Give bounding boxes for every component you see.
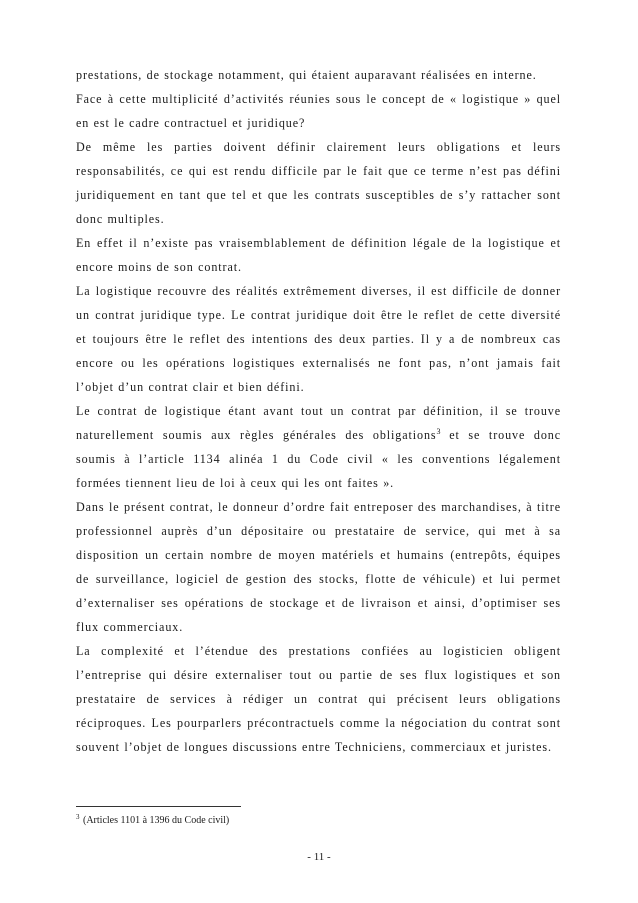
paragraph-with-footnote bbox=[76, 399, 561, 495]
paragraph: prestations, de stockage notamment, qui étaient auparavant réalisées en interne. bbox=[76, 68, 537, 82]
footnote-separator bbox=[76, 806, 241, 807]
footnote-number: 3 bbox=[76, 812, 80, 821]
footnote bbox=[76, 812, 230, 826]
body-text bbox=[76, 63, 561, 759]
footnote-text: (Articles 1101 à 1396 du Code civil) bbox=[80, 815, 230, 826]
paragraph: En effet il n’existe pas vraisemblablement de définition légale de la logistique et encore moins de son contrat. bbox=[76, 236, 561, 274]
paragraph-text: et se trouve donc soumis à l’article 1134 alinéa 1 du Code civil « les conventions légalement formées tiennent lieu de loi à ceux qui les ont faites ». bbox=[76, 428, 561, 490]
paragraph: De même les parties doivent définir clairement leurs obligations et leurs responsabilités, ce qui est rendu difficile par le fait que ce terme n’est pas défini juridiquement en tant que tel et que les contrats susceptibles de s’y rattacher sont donc multiples. bbox=[76, 140, 561, 226]
paragraph: Dans le présent contrat, le donneur d’ordre fait entreposer des marchandises, à titre professionnel auprès d’un dépositaire ou prestataire de service, qui met à sa disposition un certain nombre de moyen matériels et humains (entrepôts, équipes de surveillance, logiciel de gestion des stocks, flotte de véhicule) et lui permet d’externaliser ses opérations de stockage et de livraison et ainsi, d’optimiser ses flux commerciaux. bbox=[76, 500, 561, 634]
paragraph: Face à cette multiplicité d’activités réunies sous le concept de « logistique » quel en est le cadre contractuel et juridique? bbox=[76, 92, 561, 130]
paragraph: La complexité et l’étendue des prestations confiées au logisticien obligent l’entreprise qui désire externaliser tout ou partie de ses flux logistiques et son prestataire de services à rédiger un contrat qui précisent leurs obligations réciproques. Les pourparlers précontractuels comme la négociation du contrat sont souvent l’objet de longues discussions entre Techniciens, commerciaux et juristes. bbox=[76, 644, 561, 754]
page-number: - 11 - bbox=[307, 851, 331, 863]
paragraph-text: Le contrat de logistique étant avant tout un contrat par définition, il se trouve naturellement soumis aux règles générales des obligations bbox=[76, 404, 561, 442]
footnote-reference[interactable]: 3 bbox=[436, 426, 441, 436]
paragraph: La logistique recouvre des réalités extrêmement diverses, il est difficile de donner un contrat juridique type. Le contrat juridique doit être le reflet de cette diversité et toujours être le reflet des intentions des deux parties. Il y a de nombreux cas encore ou les opérations logistiques externalisés ne font pas, n’ont jamais fait l’objet d’un contrat clair et bien défini. bbox=[76, 284, 561, 394]
